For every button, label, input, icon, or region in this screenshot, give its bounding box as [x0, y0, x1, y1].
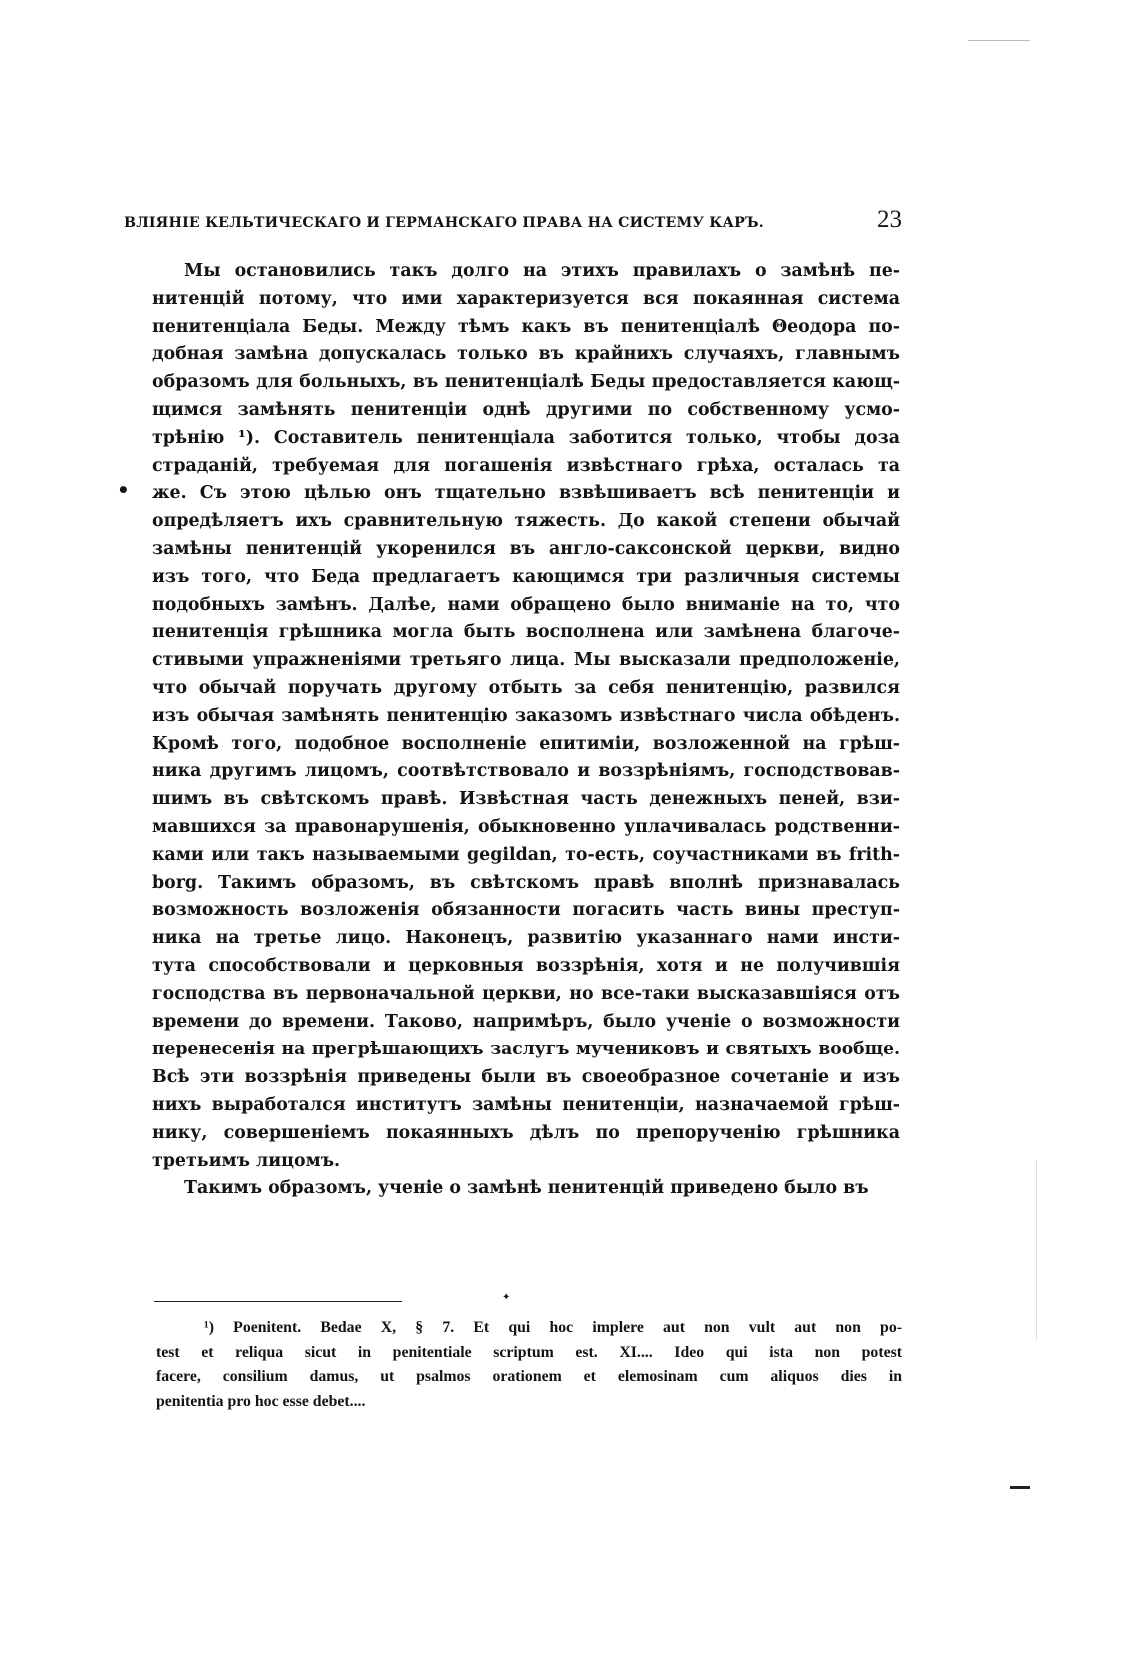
body-line: нитенцій потому, что ими характеризуется вся покаянная система	[152, 288, 900, 309]
body-line: замѣны пенитенцій укоренился въ англо-саксонской церкви, видно	[152, 538, 900, 559]
footnote-line: facere, consilium damus, ut psalmos orationem et elemosinam cum aliquos dies in	[156, 1368, 902, 1385]
body-line: опредѣляетъ ихъ сравнительную тяжесть. До какой степени обычай	[152, 511, 900, 532]
body-line: добная замѣна допускалась только въ крайнихъ случаяхъ, главнымъ	[152, 344, 900, 365]
footnote-line: ¹) Poenitent. Bedae X, § 7. Et qui hoc implere aut non vult aut non po-	[204, 1319, 902, 1336]
body-line: пенитенціала Беды. Между тѣмъ какъ въ пенитенціалѣ Θеодора по-	[152, 316, 900, 337]
body-line: ника на третье лицо. Наконецъ, развитію указаннаго нами инсти-	[152, 928, 900, 949]
body-line: времени до времени. Таково, напримѣръ, было ученіе о возможности	[152, 1011, 900, 1032]
margin-bullet-mark: •	[117, 478, 130, 502]
body-line: подобныхъ замѣнъ. Далѣе, нами обращено было вниманіе на то, что	[152, 594, 900, 615]
body-line: стивыми упражненіями третьяго лица. Мы высказали предположеніе,	[152, 650, 900, 671]
body-line: возможность возложенія обязанности погасить часть вины преступ-	[152, 900, 900, 921]
body-line: нику, совершеніемъ покаянныхъ дѣлъ по препорученію грѣшника	[152, 1122, 900, 1143]
body-line: что обычай поручать другому отбыть за себя пенитенцію, развился	[152, 677, 900, 698]
body-line: ками или такъ называемыми gegildan, то-есть, соучастниками въ frith-	[152, 844, 900, 865]
body-line: нихъ выработался институтъ замѣны пенитенціи, назначаемой грѣш-	[152, 1094, 900, 1115]
body-line: господства въ первоначальной церкви, но все-таки высказавшіяся отъ	[152, 983, 900, 1004]
body-line: тута способствовали и церковныя воззрѣнія, хотя и не получившія	[152, 955, 900, 976]
scan-edge-mark	[968, 40, 1030, 41]
running-header	[124, 206, 902, 234]
body-line: образомъ для больныхъ, въ пенитенціалѣ Беды предоставляется кающ-	[152, 372, 900, 393]
body-line: шимъ въ свѣтскомъ правѣ. Извѣстная часть денежныхъ пеней, взи-	[152, 789, 900, 810]
body-line: страданій, требуемая для погашенія извѣстнаго грѣха, осталась та	[152, 455, 900, 476]
body-text	[152, 258, 900, 1203]
footnote-line: penitentia pro hoc esse debet....	[156, 1392, 366, 1410]
body-line: Мы остановились такъ долго на этихъ правилахъ о замѣнѣ пе-	[184, 261, 900, 281]
body-line: изъ обычая замѣнять пенитенцію заказомъ извѣстнаго числа обѣденъ.	[152, 705, 900, 726]
page-number: 23	[877, 206, 902, 233]
body-line: изъ того, что Беда предлагаетъ кающимся три различныя системы	[152, 566, 900, 587]
footnote-rule	[154, 1301, 402, 1302]
footnotes	[156, 1316, 902, 1414]
body-line: мавшихся за правонарушенія, обыкновенно уплачивалась родственни-	[152, 816, 900, 837]
body-line: щимся замѣнять пенитенціи однѣ другими по собственному усмо-	[152, 399, 900, 420]
scan-edge-dash	[1010, 1486, 1030, 1489]
body-line: перенесенія на прегрѣшающихъ заслугъ мучениковъ и святыхъ вообще.	[152, 1039, 900, 1060]
body-line: Кромѣ того, подобное восполненіе епитиміи, возложенной на грѣш-	[152, 733, 900, 754]
body-line: пенитенція грѣшника могла быть восполнена или замѣнена благоче-	[152, 622, 900, 643]
body-line: третьимъ лицомъ.	[152, 1150, 341, 1171]
body-line: же. Съ этою цѣлью онъ тщательно взвѣшиваетъ всѣ пенитенціи и	[152, 483, 900, 504]
body-line: Всѣ эти воззрѣнія приведены были въ своеобразное сочетаніе и изъ	[152, 1067, 900, 1088]
footnote-rule-mark: ✦	[502, 1292, 511, 1303]
scan-edge-mark-right	[1036, 1160, 1037, 1340]
body-line: Такимъ образомъ, ученіе о замѣнѣ пенитенцій приведено было въ	[184, 1178, 869, 1199]
body-line: трѣнію ¹). Составитель пенитенціала заботится только, чтобы доза	[152, 427, 900, 448]
running-header-title: ВЛІЯНІЕ КЕЛЬТИЧЕСКАГО И ГЕРМАНСКАГО ПРАВА НА СИСТЕМУ КАРЪ.	[124, 215, 764, 231]
body-line: borg. Такимъ образомъ, въ свѣтскомъ правѣ вполнѣ признавалась	[152, 872, 900, 893]
footnote-line: test et reliqua sicut in penitentiale scriptum est. XI.... Ideo qui ista non potest	[156, 1343, 902, 1361]
body-line: ника другимъ лицомъ, соотвѣтствовало и воззрѣніямъ, господствовав-	[152, 761, 900, 782]
